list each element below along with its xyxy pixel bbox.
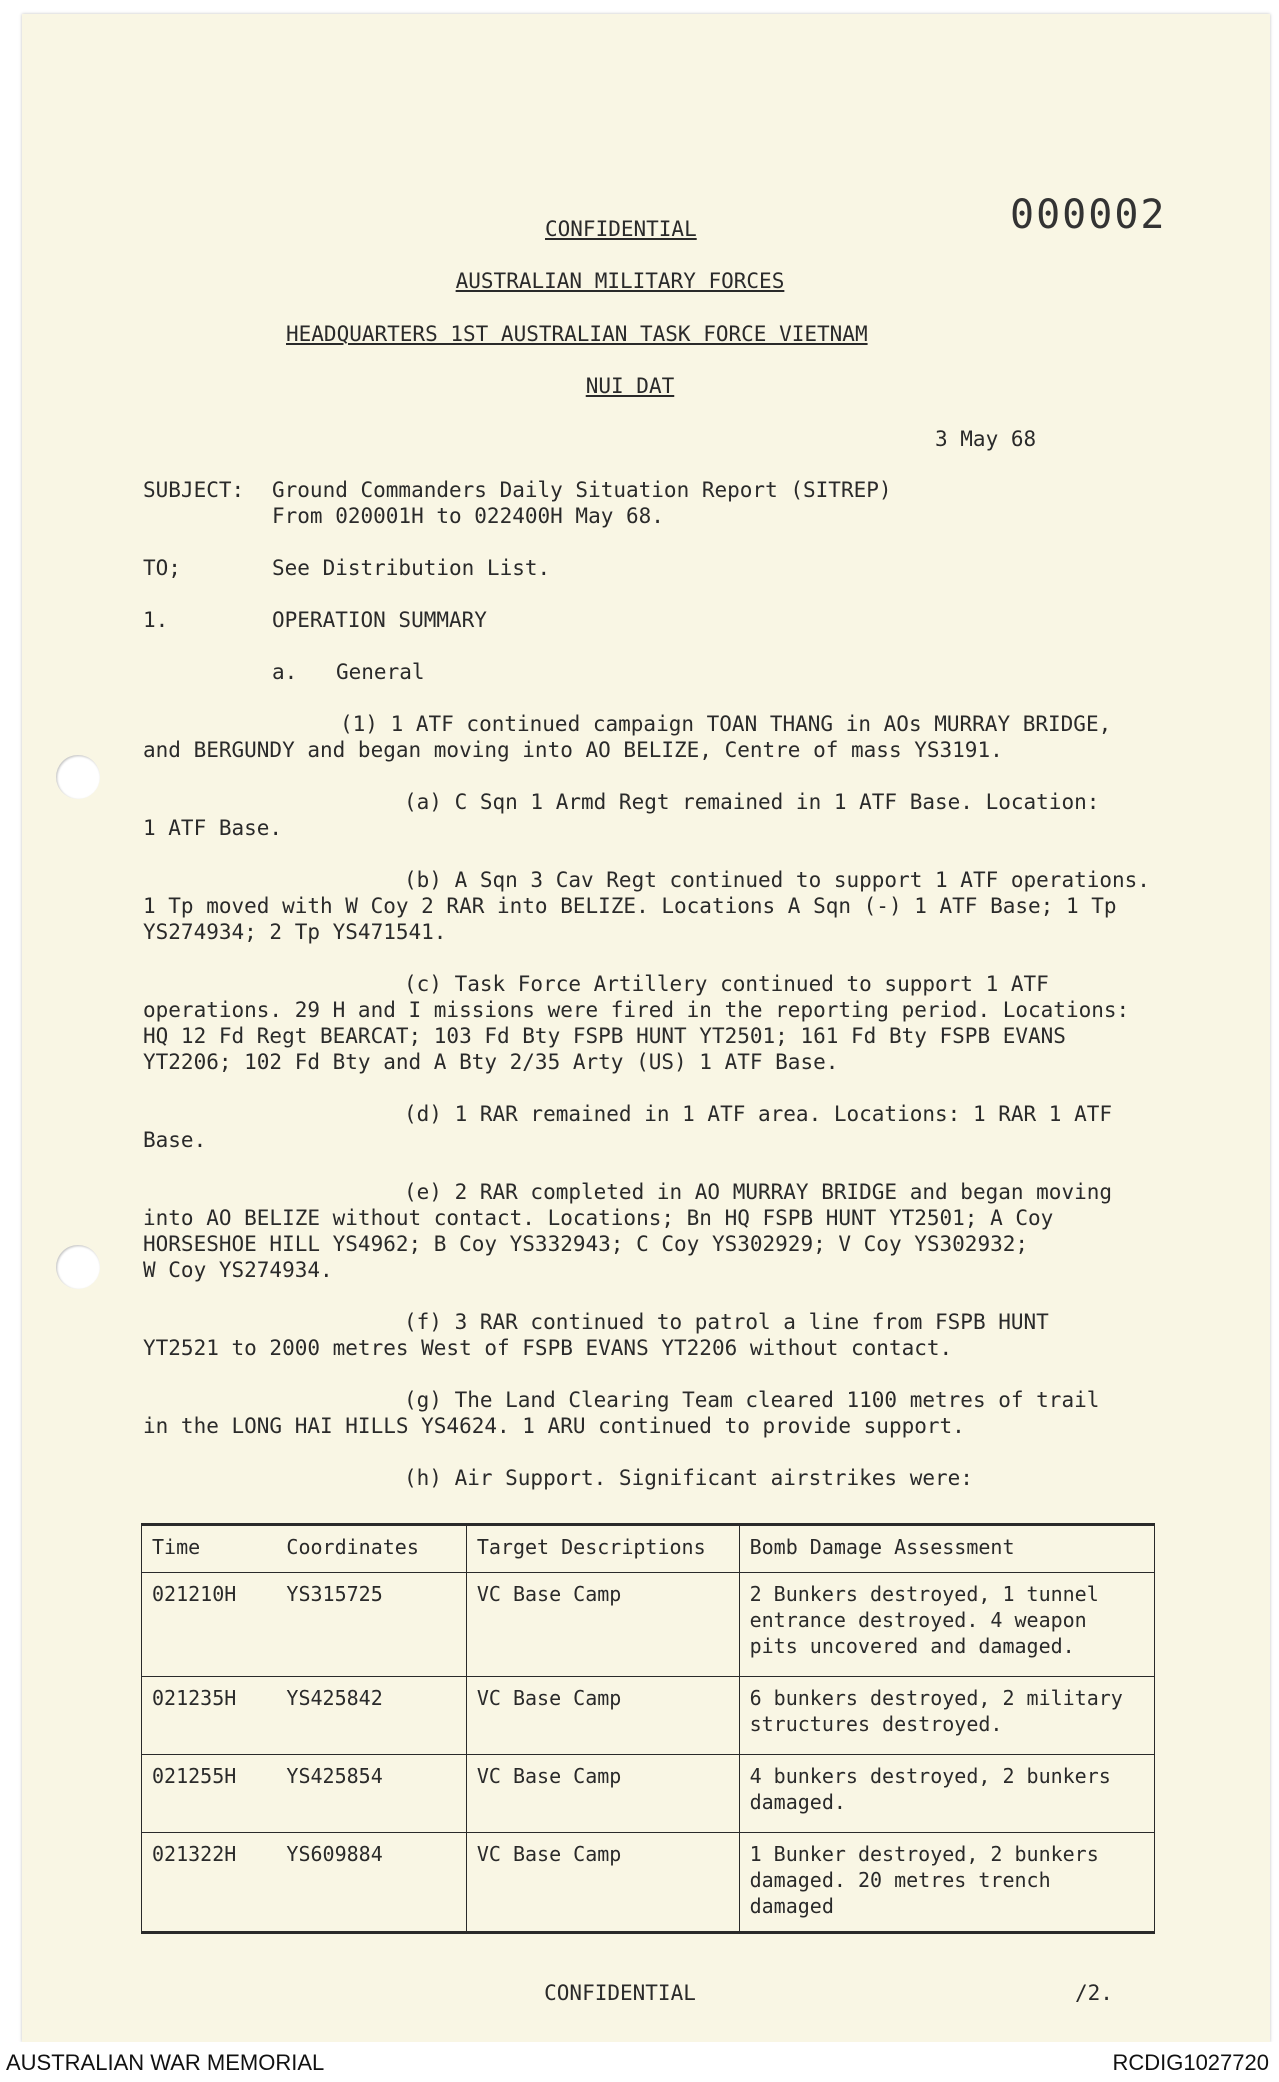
- paragraph-line: Base.: [143, 1128, 207, 1152]
- target-cell: VC Base Camp: [466, 1573, 739, 1677]
- paragraph-line: (1) 1 ATF continued campaign TOAN THANG in AOs MURRAY BRIDGE,: [340, 712, 1112, 736]
- punch-hole: [56, 1245, 100, 1289]
- target-cell: VC Base Camp: [466, 1677, 739, 1755]
- time-cell: 021255H: [142, 1755, 277, 1833]
- paragraph-line: W Coy YS274934.: [143, 1258, 333, 1282]
- target-cell: VC Base Camp: [466, 1833, 739, 1933]
- paragraph-line: (c) Task Force Artillery continued to support 1 ATF: [404, 972, 1049, 996]
- location-heading: NUI DAT: [585, 374, 675, 398]
- table-row: [142, 1573, 1155, 1677]
- classification-top: CONFIDENTIAL: [545, 217, 697, 241]
- subject-line: From 020001H to 022400H May 68.: [272, 504, 664, 528]
- table-row: [142, 1755, 1155, 1833]
- section-title: OPERATION SUMMARY: [272, 608, 487, 632]
- table-header-row: [142, 1525, 1155, 1573]
- archive-credit: AUSTRALIAN WAR MEMORIAL: [6, 2050, 325, 2075]
- paragraph-line: YT2521 to 2000 metres West of FSPB EVANS YT2206 without contact.: [143, 1336, 953, 1360]
- to-label: TO;: [143, 556, 181, 580]
- paragraph-line: 1 Tp moved with W Coy 2 RAR into BELIZE. Locations A Sqn (-) 1 ATF Base; 1 Tp: [143, 894, 1117, 918]
- paragraph-line: (h) Air Support. Significant airstrikes were:: [404, 1466, 973, 1490]
- classification-bottom: CONFIDENTIAL: [544, 1981, 696, 2005]
- table-row: [142, 1833, 1155, 1933]
- coordinates-cell: YS425854: [276, 1755, 466, 1833]
- table-row: [142, 1677, 1155, 1755]
- airstrikes-table: [141, 1523, 1155, 1934]
- document-number: 000002: [1010, 192, 1167, 238]
- target-cell: VC Base Camp: [466, 1755, 739, 1833]
- paragraph-line: (a) C Sqn 1 Armd Regt remained in 1 ATF Base. Location:: [404, 790, 1100, 814]
- paragraph-line: (e) 2 RAR completed in AO MURRAY BRIDGE and began moving: [404, 1180, 1113, 1204]
- hq-heading: HEADQUARTERS 1ST AUSTRALIAN TASK FORCE VIETNAM: [286, 322, 868, 346]
- paragraph-line: (d) 1 RAR remained in 1 ATF area. Locations: 1 RAR 1 ATF: [404, 1102, 1113, 1126]
- paragraph-line: (f) 3 RAR continued to patrol a line from FSPB HUNT: [404, 1310, 1049, 1334]
- paragraph-line: into AO BELIZE without contact. Locations; Bn HQ FSPB HUNT YT2501; A Coy: [143, 1206, 1054, 1230]
- coordinates-cell: YS609884: [276, 1833, 466, 1933]
- paragraph-line: in the LONG HAI HILLS YS4624. 1 ARU continued to provide support.: [143, 1414, 965, 1438]
- paragraph-line: YS274934; 2 Tp YS471541.: [143, 920, 447, 944]
- column-header: Coordinates: [276, 1525, 466, 1573]
- subject-label: SUBJECT:: [143, 478, 245, 502]
- bda-cell: 6 bunkers destroyed, 2 military structures destroyed.: [739, 1677, 1154, 1755]
- bda-cell: 1 Bunker destroyed, 2 bunkers damaged. 20 metres trench damaged: [739, 1833, 1154, 1933]
- org-heading: AUSTRALIAN MILITARY FORCES: [455, 269, 785, 293]
- paragraph-line: HORSESHOE HILL YS4962; B Coy YS332943; C Coy YS302929; V Coy YS302932;: [143, 1232, 1029, 1256]
- to-value: See Distribution List.: [272, 556, 551, 580]
- page-continuation: /2.: [1075, 1981, 1113, 2005]
- subsection-label: a.: [272, 660, 298, 684]
- paragraph-line: HQ 12 Fd Regt BEARCAT; 103 Fd Bty FSPB HUNT YT2501; 161 Fd Bty FSPB EVANS: [143, 1024, 1066, 1048]
- time-cell: 021210H: [142, 1573, 277, 1677]
- bda-cell: 4 bunkers destroyed, 2 bunkers damaged.: [739, 1755, 1154, 1833]
- subsection-title: General: [336, 660, 425, 684]
- subject-line: Ground Commanders Daily Situation Report (SITREP): [272, 478, 892, 502]
- coordinates-cell: YS425842: [276, 1677, 466, 1755]
- archive-reference: RCDIG1027720: [1112, 2050, 1269, 2075]
- coordinates-cell: YS315725: [276, 1573, 466, 1677]
- paragraph-line: (b) A Sqn 3 Cav Regt continued to support 1 ATF operations.: [404, 868, 1150, 892]
- paragraph-line: operations. 29 H and I missions were fired in the reporting period. Locations:: [143, 998, 1130, 1022]
- time-cell: 021235H: [142, 1677, 277, 1755]
- paragraph-line: and BERGUNDY and began moving into AO BELIZE, Centre of mass YS3191.: [143, 738, 1003, 762]
- paragraph-line: YT2206; 102 Fd Bty and A Bty 2/35 Arty (US) 1 ATF Base.: [143, 1050, 839, 1074]
- paragraph-line: (g) The Land Clearing Team cleared 1100 metres of trail: [404, 1388, 1100, 1412]
- column-header: Time: [142, 1525, 277, 1573]
- column-header: Bomb Damage Assessment: [739, 1525, 1154, 1573]
- time-cell: 021322H: [142, 1833, 277, 1933]
- column-header: Target Descriptions: [466, 1525, 739, 1573]
- document-date: 3 May 68: [935, 427, 1037, 451]
- section-number: 1.: [143, 608, 169, 632]
- bda-cell: 2 Bunkers destroyed, 1 tunnel entrance destroyed. 4 weapon pits uncovered and damaged.: [739, 1573, 1154, 1677]
- punch-hole: [56, 755, 100, 799]
- paragraph-line: 1 ATF Base.: [143, 816, 283, 840]
